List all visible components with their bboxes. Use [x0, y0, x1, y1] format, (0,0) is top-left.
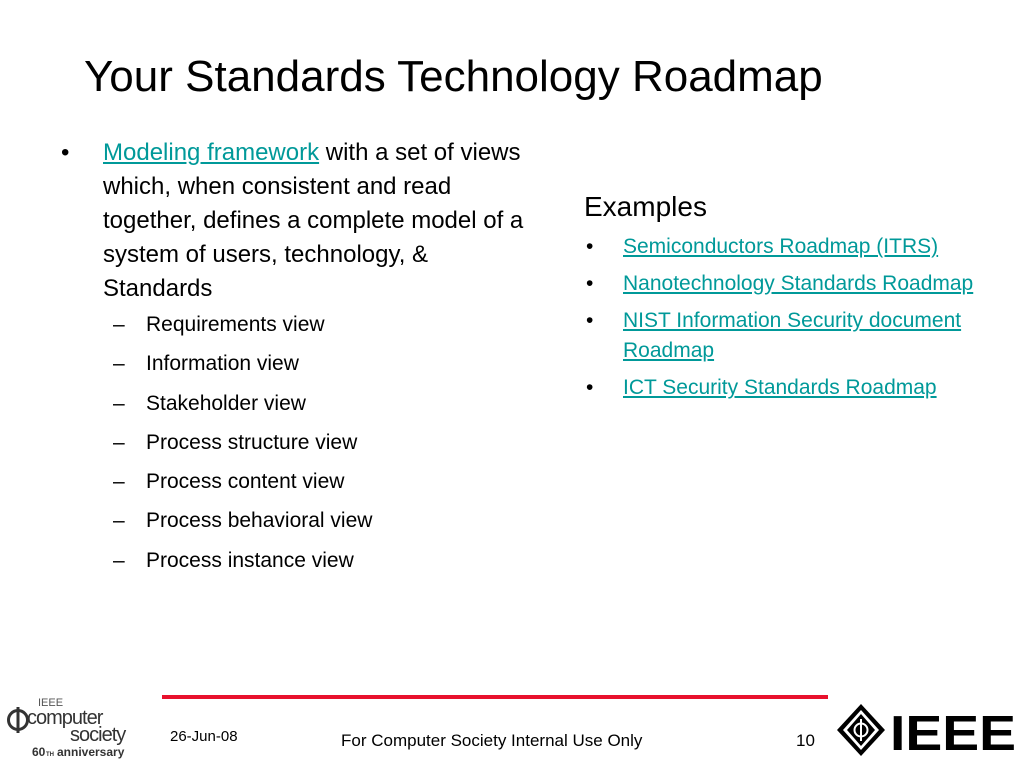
cs-logo-ieee-text: IEEE [38, 697, 64, 709]
example-item [584, 306, 1014, 366]
cs-logo-anniversary-word: anniversary [57, 745, 125, 759]
examples-list [584, 232, 1014, 403]
main-bullet [58, 136, 540, 306]
cs-logo-anniversary-suffix: TH [46, 752, 54, 758]
nanotechnology-roadmap-link[interactable]: Nanotechnology Standards Roadmap [623, 272, 974, 295]
example-item [584, 373, 1014, 403]
ieee-logo-text: IEEE [890, 707, 1016, 757]
sub-item-label: Process behavioral view [146, 509, 373, 533]
sub-item-stakeholder-view [58, 390, 540, 429]
ieee-logo [836, 703, 1018, 757]
dash-mark: – [113, 470, 125, 494]
footer-divider [162, 695, 828, 699]
sub-item-process-structure-view [58, 429, 540, 468]
itrs-roadmap-link[interactable]: Semiconductors Roadmap (ITRS) [623, 235, 939, 258]
sub-item-label: Process structure view [146, 430, 358, 454]
bullet-mark: • [586, 376, 594, 399]
modeling-framework-link[interactable]: Modeling framework [103, 139, 320, 166]
example-item [584, 269, 1014, 299]
dash-mark: – [113, 313, 125, 336]
right-column [584, 187, 1014, 410]
bullet-mark: • [586, 272, 594, 295]
main-bullet-text [103, 136, 540, 306]
cs-logo-society-text: society [70, 724, 126, 746]
sub-item-process-instance-view [58, 547, 540, 586]
sub-item-label: Information view [146, 352, 299, 376]
sub-item-label: Requirements view [146, 313, 325, 336]
sub-item-information-view [58, 350, 540, 389]
bullet-mark: • [61, 139, 70, 166]
footer-text: For Computer Society Internal Use Only [341, 731, 643, 750]
nist-roadmap-link[interactable]: NIST Information Security document Roadmap [623, 309, 962, 362]
bullet-mark: • [586, 309, 594, 332]
page-number: 10 [796, 731, 815, 750]
computer-society-logo [6, 695, 146, 761]
left-column [58, 136, 540, 586]
dash-mark: – [113, 430, 125, 454]
cs-logo-computer-text: computer [27, 707, 103, 729]
dash-mark: – [113, 509, 125, 533]
bullet-mark: • [586, 235, 594, 258]
sub-item-process-behavioral-view [58, 507, 540, 546]
slide-title: Your Standards Technology Roadmap [84, 52, 823, 101]
dash-mark: – [113, 548, 125, 572]
sub-item-requirements-view [58, 311, 540, 350]
example-item [584, 232, 1014, 262]
sub-item-label: Process content view [146, 470, 345, 494]
dash-mark: – [113, 391, 125, 415]
main-bullet-body: with a set of views which, when consistent and read together, defines a complete model of a system of users, technology, & Standards [103, 139, 524, 302]
views-list [58, 311, 540, 586]
sub-item-process-content-view [58, 468, 540, 507]
examples-heading: Examples [584, 191, 707, 222]
dash-mark: – [113, 352, 125, 376]
ict-security-roadmap-link[interactable]: ICT Security Standards Roadmap [623, 376, 937, 399]
sub-item-label: Process instance view [146, 548, 354, 572]
sub-item-label: Stakeholder view [146, 391, 306, 415]
footer-date: 26-Jun-08 [170, 728, 238, 745]
cs-logo-anniversary-number: 60 [32, 745, 46, 759]
